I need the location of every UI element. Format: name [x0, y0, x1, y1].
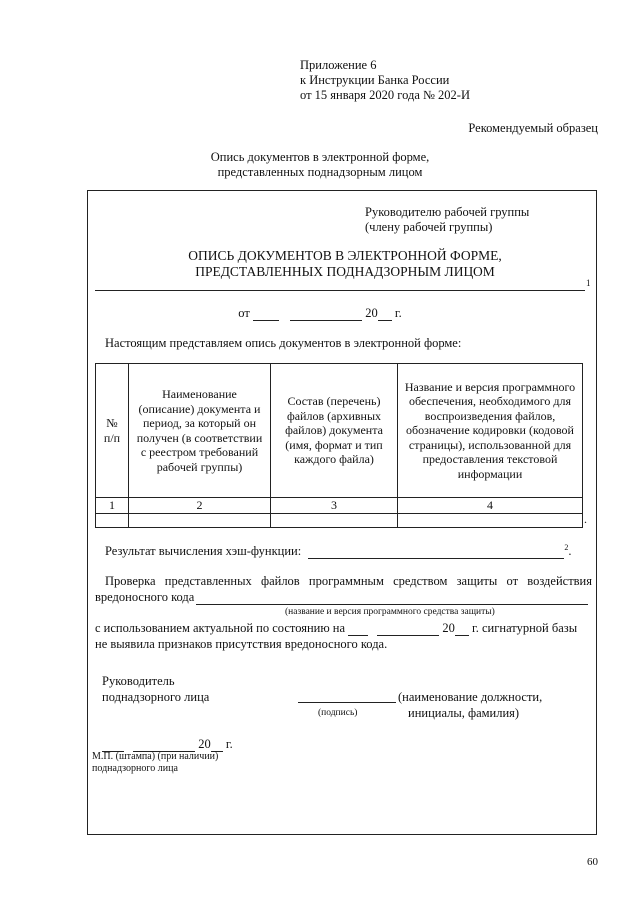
footnote-2-marker: 2 [564, 543, 569, 552]
year-blank[interactable] [378, 320, 392, 321]
empty-cell[interactable] [271, 513, 398, 527]
date-prefix: от [238, 306, 250, 320]
hash-result-line [105, 543, 571, 559]
page-number: 60 [587, 856, 598, 868]
appendix-line-3: от 15 января 2020 года № 202-И [300, 88, 471, 102]
check-text-1 [95, 573, 592, 605]
inventory-table [95, 363, 583, 528]
document-title-line-2: представленных поднадзорным лицом [217, 165, 423, 179]
addressee [365, 205, 529, 235]
col-number-1: 1 [96, 498, 129, 514]
check-text-3: не выявила признаков присутствия вредоносного кода. [95, 637, 388, 651]
day-blank[interactable] [253, 320, 279, 321]
check-text-2c: г. сигнатурной базы [472, 621, 578, 635]
role-line-1: Руководитель [102, 674, 175, 688]
hash-value-blank[interactable] [308, 558, 564, 559]
addressee-line-1: Руководителю рабочей группы [365, 205, 530, 219]
table-number-row [96, 498, 583, 514]
role-line-2: поднадзорного лица [102, 690, 210, 704]
sign-date-suffix: г. [225, 737, 233, 751]
hash-label: Результат вычисления хэш-функции: [105, 544, 302, 559]
name-hint-2: инициалы, фамилия) [408, 706, 520, 720]
appendix-header [300, 58, 470, 103]
check-text-2a: с использованием актуальной по состоянию на [95, 621, 346, 635]
form-title [95, 248, 595, 280]
check-text-1-content: Проверка представленных файлов программным средством защиты от воздействия вредоносного кода [95, 574, 592, 604]
signatory-role [102, 673, 209, 705]
check-text-2 [95, 620, 592, 636]
form-date-line [0, 306, 640, 321]
addressee-line-2: (члену рабочей группы) [365, 220, 493, 234]
table-header-row [96, 364, 583, 498]
software-caption: (название и версия программного средства защиты) [285, 607, 495, 617]
header-number: № п/п [96, 364, 129, 498]
form-title-line-1: ОПИСЬ ДОКУМЕНТОВ В ЭЛЕКТРОННОЙ ФОРМЕ, [188, 248, 502, 263]
name-hint-1: (наименование должности, [398, 690, 543, 704]
malware-check-paragraph [95, 573, 592, 652]
month-blank[interactable] [290, 320, 362, 321]
col-number-4: 4 [398, 498, 583, 514]
header-document-name: Наименование (описание) документа и период, за который он получен (в соответствии с реестром требований рабочей группы) [129, 364, 271, 498]
header-file-list: Состав (перечень) файлов (архивных файлов) документа (имя, формат и тип каждого файла) [271, 364, 398, 498]
table-empty-row [96, 513, 583, 527]
sign-year-prefix: 20 [198, 737, 211, 751]
intro-text: Настоящим представляем опись документов в электронной форме: [105, 336, 462, 350]
empty-cell[interactable] [398, 513, 583, 527]
sign-date-line [102, 736, 233, 752]
stamp-note-line-2: поднадзорного лица [92, 763, 178, 774]
year-prefix: 20 [365, 306, 378, 320]
form-title-line-2: ПРЕДСТАВЛЕННЫХ ПОДНАДЗОРНЫМ ЛИЦОМ [195, 264, 495, 279]
empty-cell[interactable] [96, 513, 129, 527]
check-year-prefix: 20 [442, 621, 455, 635]
signature-blank[interactable] [298, 687, 396, 703]
date-suffix: г. [394, 306, 402, 320]
stamp-note-line-1: М.П. (штампа) (при наличии) [92, 751, 219, 762]
document-title [0, 150, 640, 180]
document-title-line-1: Опись документов в электронной форме, [210, 150, 430, 164]
table-end-mark: . [584, 512, 587, 526]
header-software: Название и версия программного обеспечения, необходимого для воспроизведения файлов, обозначение кодировки (кодовой страницы), использованной для предоставления текстовой информации [398, 364, 583, 498]
check-year-blank[interactable] [455, 635, 469, 636]
recommended-sample-label: Рекомендуемый образец [468, 121, 598, 135]
footnote-1-marker: 1 [586, 278, 591, 288]
appendix-line-2: к Инструкции Банка России [300, 73, 450, 87]
stamp-note [92, 751, 218, 775]
hash-end: . [568, 544, 572, 559]
col-number-3: 3 [271, 498, 398, 514]
empty-cell[interactable] [129, 513, 271, 527]
signature-caption: (подпись) [318, 708, 358, 718]
form-title-rule [95, 290, 585, 291]
col-number-2: 2 [129, 498, 271, 514]
appendix-line-1: Приложение 6 [300, 58, 377, 72]
